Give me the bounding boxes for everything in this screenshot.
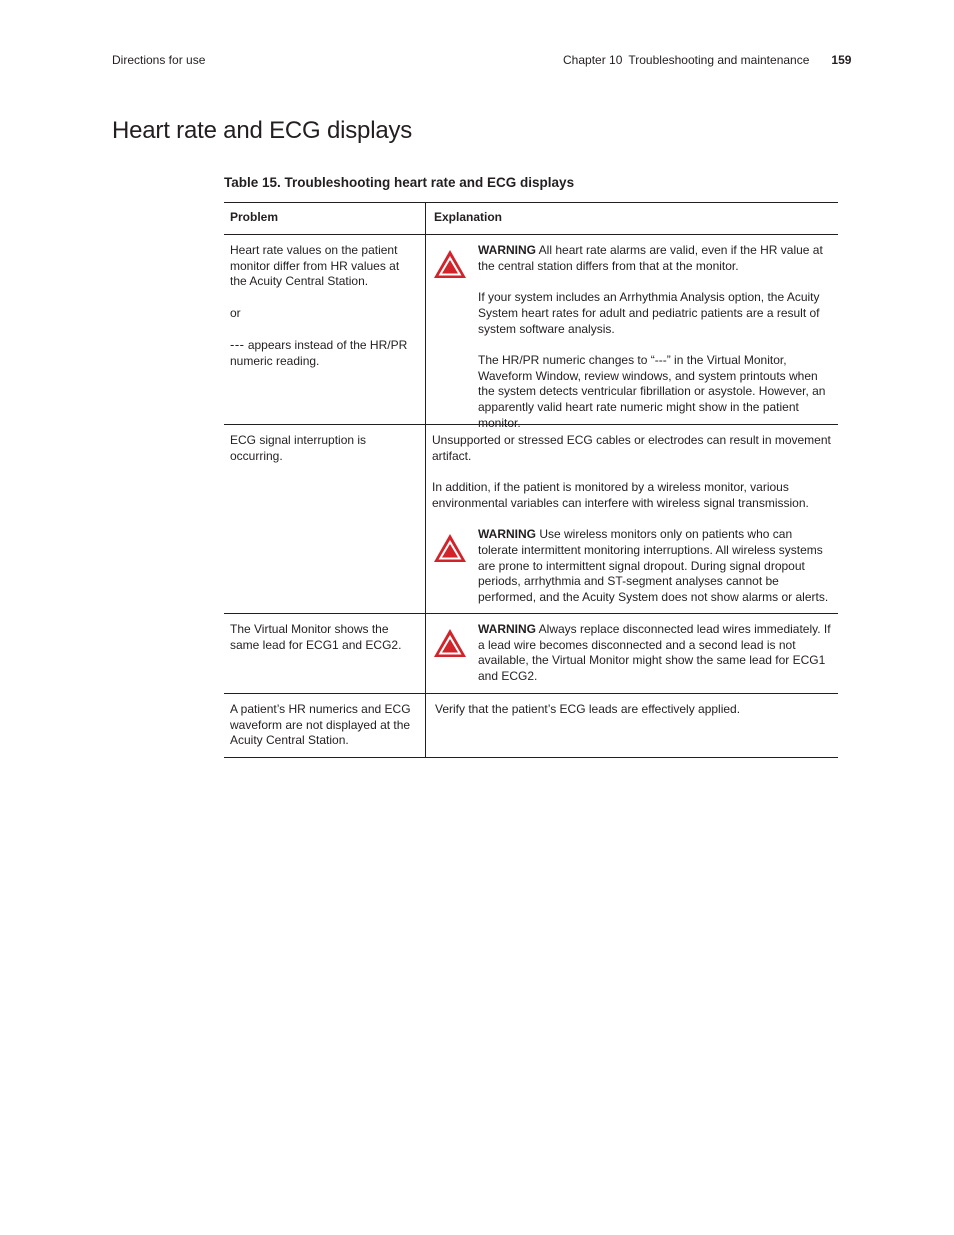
problem-text: The Virtual Monitor shows the same lead for ECG1 and ECG2. [230, 622, 402, 652]
problem-text-alt-rest: appears instead of the HR/PR numeric reading. [230, 338, 408, 368]
table-caption: Table 15. Troubleshooting heart rate and ECG displays [224, 175, 575, 190]
table-row [224, 425, 838, 614]
explanation-cell [426, 425, 838, 613]
table-row [224, 694, 838, 758]
explanation-paragraph: The HR/PR numeric changes to “---” in the Virtual Monitor, Waveform Window, review windows, and system printouts when the system detects ventricular fibrillation or asystole. However, an apparently valid heart rate numeric might show in the patient monitor. [478, 352, 826, 430]
warning-label: WARNING [478, 527, 536, 542]
section-title: Heart rate and ECG displays [112, 117, 413, 144]
warning-text [478, 527, 832, 606]
explanation-cell [426, 235, 838, 430]
warning-block [432, 243, 832, 274]
warning-block [432, 527, 832, 606]
column-header-explanation: Explanation [434, 210, 503, 224]
column-header-problem: Problem [224, 203, 426, 234]
warning-triangle-icon [432, 532, 468, 564]
header-chapter: Chapter 10 [563, 53, 623, 67]
warning-body: Always replace disconnected lead wires immediately. If a lead wire becomes disconnected and a second lead is not available, the Virtual Monitor might show the same lead for ECG1 and ECG2. [478, 622, 831, 684]
running-header-left: Directions for use [112, 53, 206, 67]
dashes-text: --- [230, 337, 245, 353]
problem-cell [224, 614, 426, 693]
table-row [224, 614, 838, 694]
problem-text: A patient’s HR numerics and ECG waveform are not displayed at the Acuity Central Station. [230, 702, 411, 748]
header-section: Troubleshooting and maintenance [628, 53, 810, 67]
warning-triangle-icon [432, 627, 468, 659]
warning-body: All heart rate alarms are valid, even if the HR value at the central station differs from that at the monitor. [478, 243, 823, 273]
table-row [224, 235, 838, 430]
explanation-paragraph: In addition, if the patient is monitored by a wireless monitor, various environmental variables can interfere with wireless signal transmission. [432, 480, 809, 510]
troubleshooting-table [224, 202, 838, 758]
warning-text [478, 243, 832, 274]
explanation-paragraph: If your system includes an Arrhythmia Analysis option, the Acuity System heart rates for adult and pediatric patients are a result of system software analysis. [478, 290, 820, 336]
page-number: 159 [831, 53, 852, 67]
problem-cell [224, 425, 426, 613]
explanation-cell [426, 694, 838, 757]
problem-text: Heart rate values on the patient monitor differ from HR values at the Acuity Central Station. [230, 243, 400, 289]
explanation-paragraph: Unsupported or stressed ECG cables or electrodes can result in movement artifact. [432, 433, 831, 463]
warning-block [432, 622, 832, 685]
problem-or: or [230, 305, 241, 320]
table-header-row [224, 203, 838, 235]
problem-text: ECG signal interruption is occurring. [230, 433, 367, 463]
running-header-right [563, 53, 851, 67]
problem-text-alt [230, 337, 419, 369]
warning-label: WARNING [478, 622, 536, 636]
warning-label: WARNING [478, 243, 536, 257]
problem-cell [224, 694, 426, 757]
warning-text [478, 622, 832, 685]
problem-cell [224, 235, 426, 424]
warning-triangle-icon [432, 248, 468, 280]
warning-body: Use wireless monitors only on patients who can tolerate intermittent monitoring interruptions. All wireless systems are prone to intermittent signal dropout. During signal dropout periods, arrhythmia and ST-segment analyses cannot be performed, and the Acuity System does not show alarms or alerts. [478, 527, 829, 604]
explanation-paragraph: Verify that the patient’s ECG leads are effectively applied. [435, 702, 741, 716]
explanation-cell [426, 614, 838, 693]
